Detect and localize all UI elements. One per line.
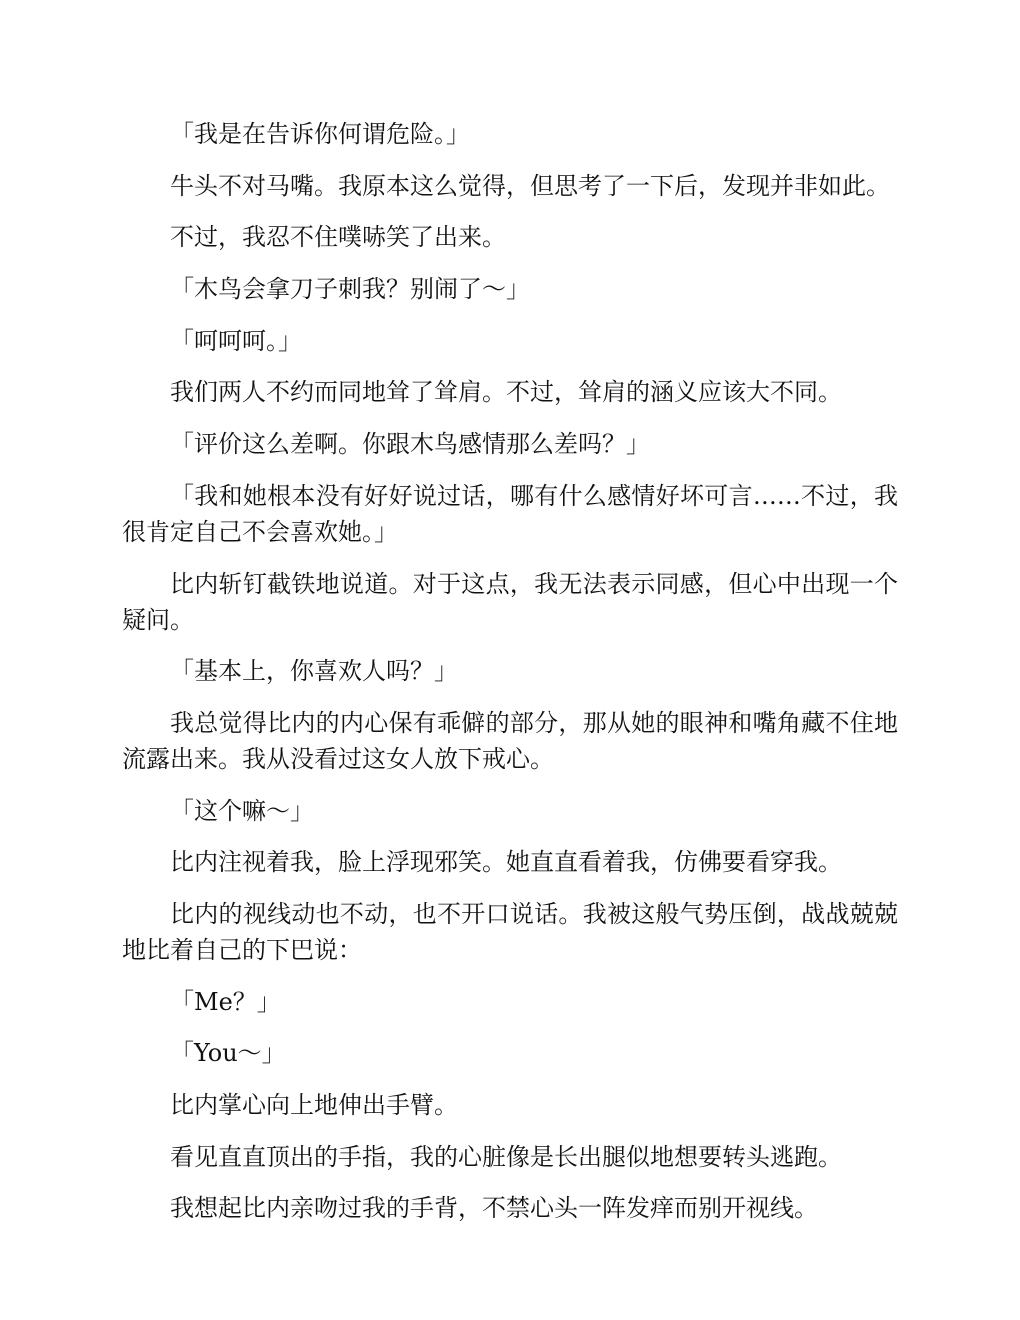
paragraph-3: 不过，我忍不住噗哧笑了出来。 <box>170 223 506 252</box>
paragraph-9: 比内斩钉截铁地说道。对于这点，我无法表示同感，但心中出现一个疑问。 <box>122 569 898 634</box>
paragraph-14: 比内的视线动也不动，也不开口说话。我被这般气势压倒，战战兢兢地比着自己的下巴说： <box>122 899 898 964</box>
paragraph-17: 比内掌心向上地伸出手臂。 <box>170 1091 458 1119</box>
paragraph-19: 我想起比内亲吻过我的手背，不禁心头一阵发痒而别开视线。 <box>170 1194 818 1223</box>
paragraph-2: 牛头不对马嘴。我原本这么觉得，但思考了一下后，发现并非如此。 <box>170 171 890 200</box>
paragraph-8: 「我和她根本没有好好说过话，哪有什么感情好坏可言……不过，我很肯定自己不会喜欢她。」 <box>122 481 898 546</box>
paragraph-1: 「我是在告诉你何谓危险。」 <box>170 120 470 148</box>
paragraph-11: 我总觉得比内的内心保有乖僻的部分，那从她的眼神和嘴角藏不住地流露出来。我从没看过这女人放下戒心。 <box>122 708 898 773</box>
paragraph-15: 「Me？」 <box>170 987 281 1016</box>
document-page <box>122 116 898 1242</box>
paragraph-18: 看见直直顶出的手指，我的心脏像是长出腿似地想要转头逃跑。 <box>170 1142 842 1171</box>
paragraph-4: 「木鸟会拿刀子刺我？别闹了～」 <box>170 275 530 304</box>
paragraph-16: 「You～」 <box>170 1039 286 1068</box>
paragraph-6: 我们两人不约而同地耸了耸肩。不过，耸肩的涵义应该大不同。 <box>170 378 842 407</box>
paragraph-5: 「呵呵呵。」 <box>170 326 302 355</box>
paragraph-10: 「基本上，你喜欢人吗？」 <box>170 657 458 686</box>
paragraph-12: 「这个嘛～」 <box>170 796 314 825</box>
paragraph-7: 「评价这么差啊。你跟木鸟感情那么差吗？」 <box>170 430 650 459</box>
paragraph-13: 比内注视着我，脸上浮现邪笑。她直直看着我，仿佛要看穿我。 <box>170 848 842 877</box>
